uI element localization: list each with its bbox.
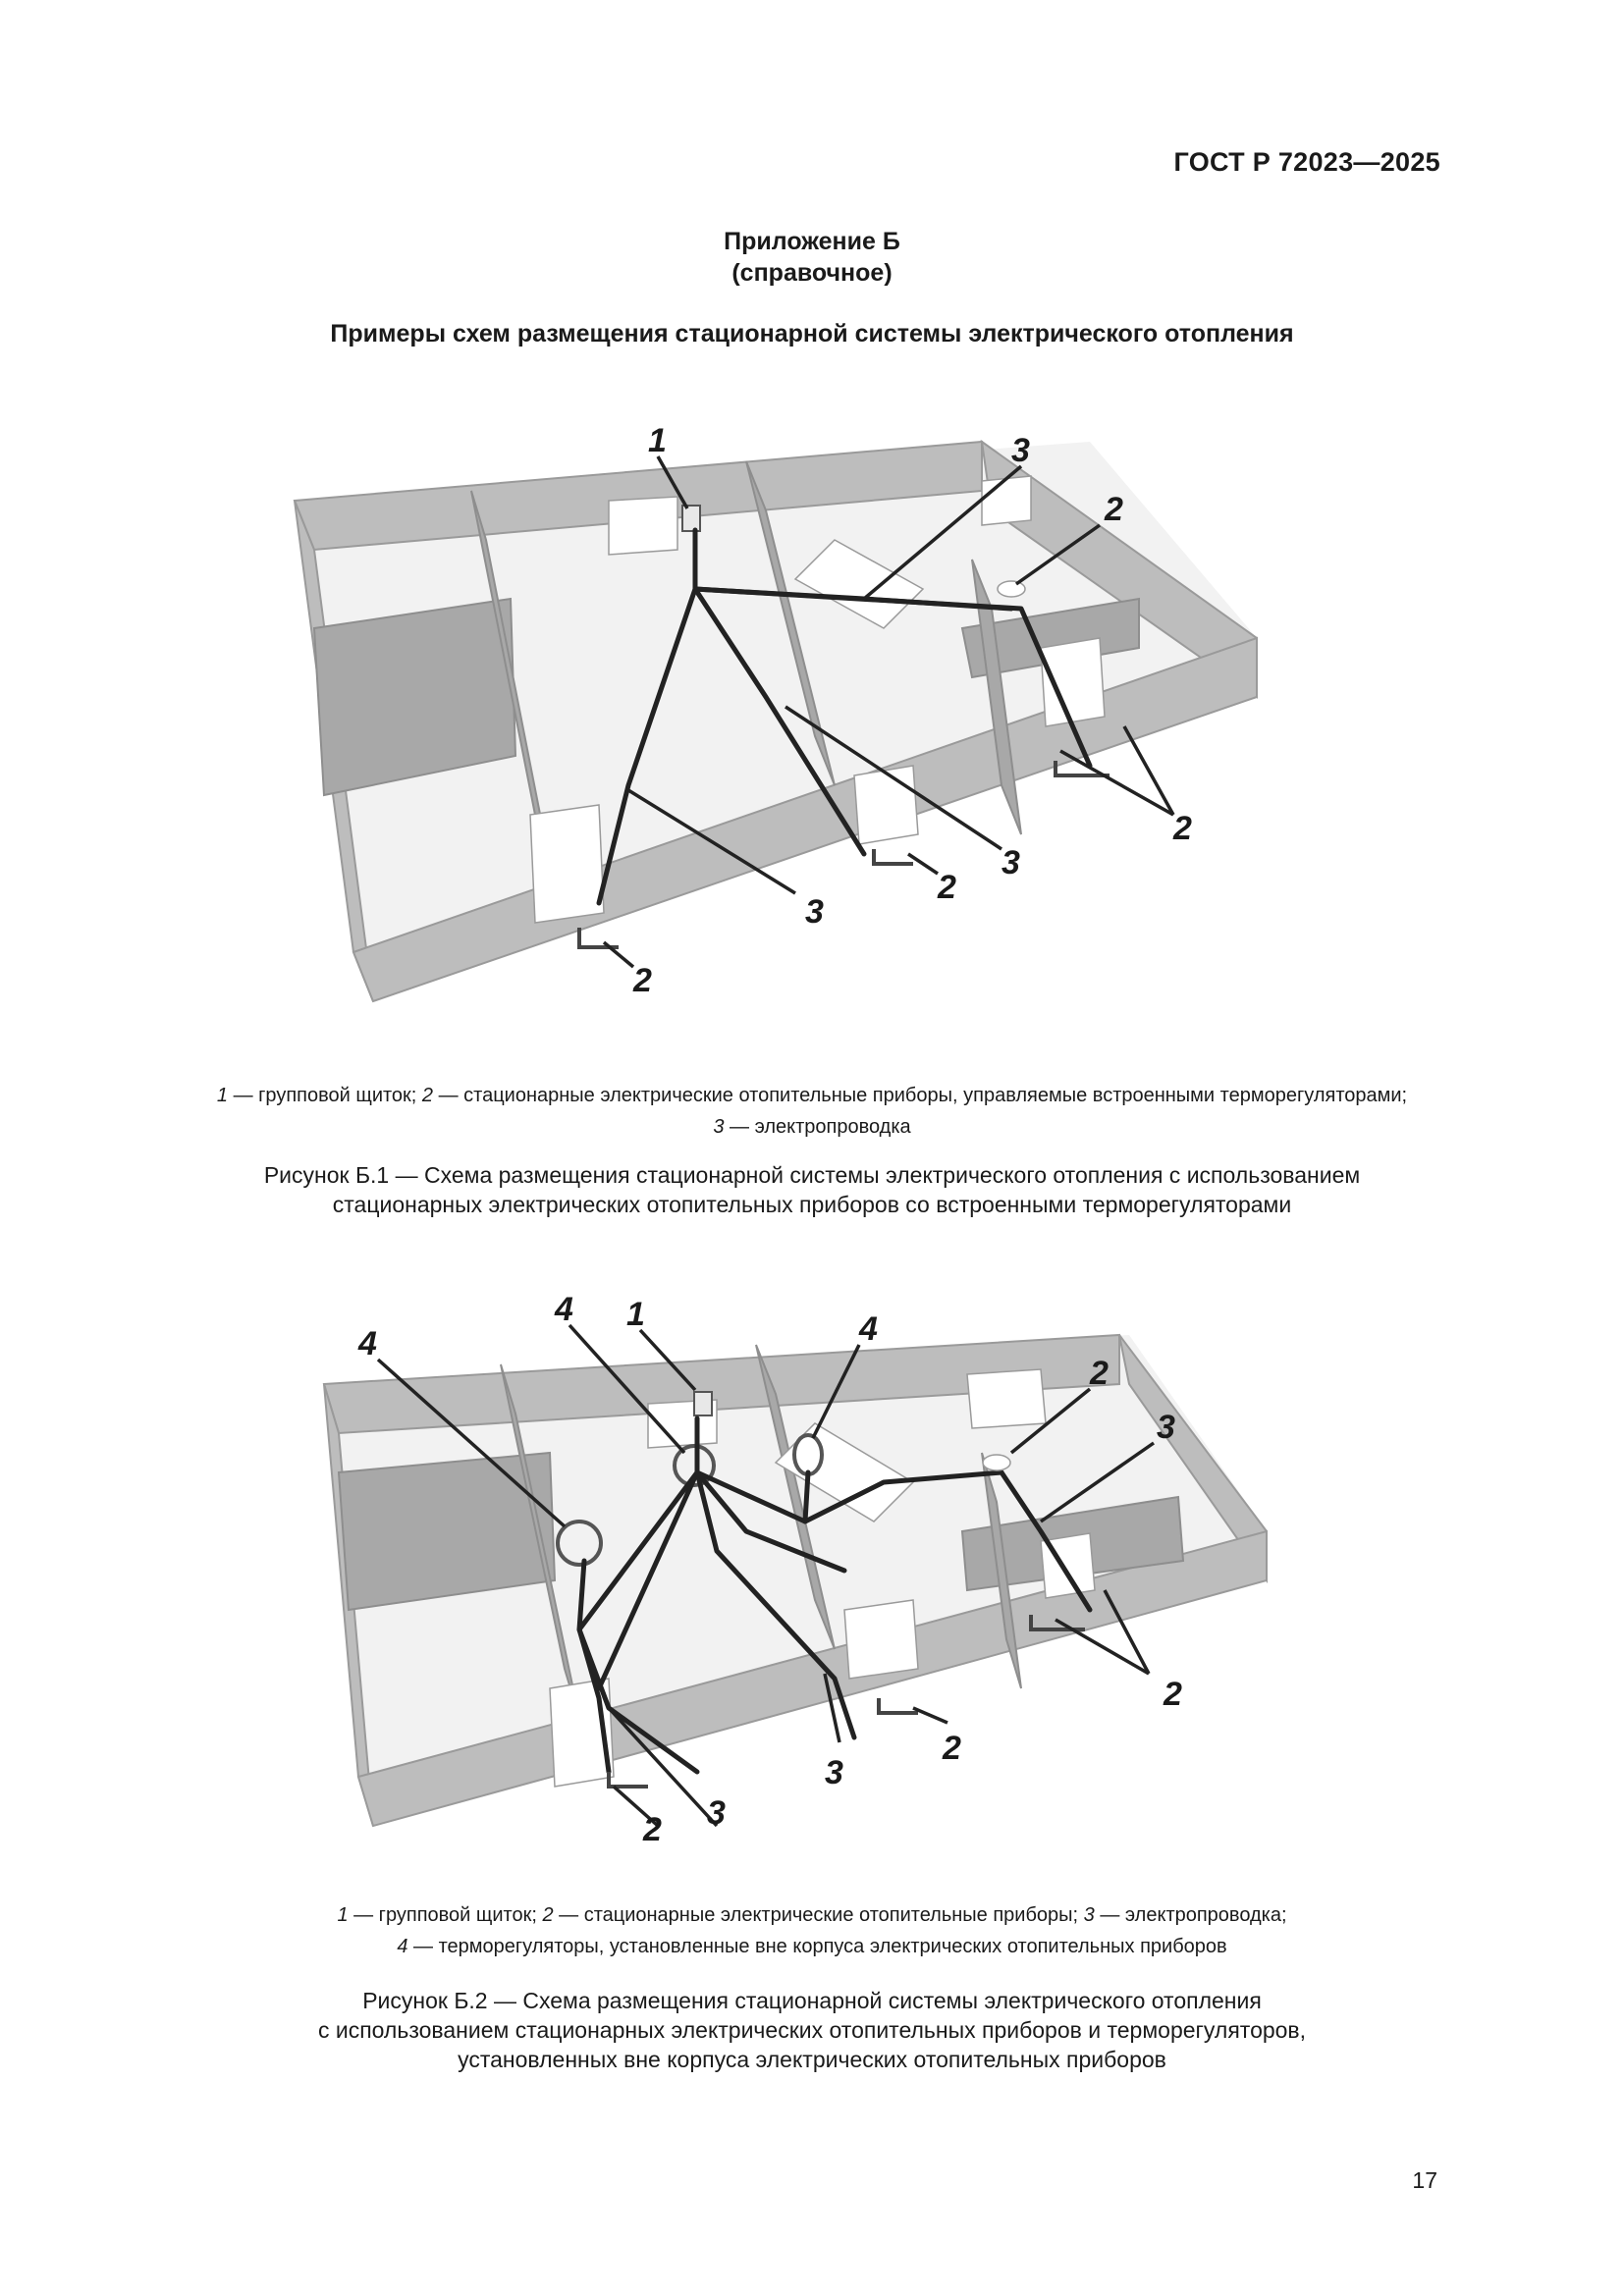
figure-2-caption xyxy=(0,1986,1624,2074)
figure-1-legend-line-2 xyxy=(0,1111,1624,1143)
group-panel xyxy=(694,1392,712,1415)
legend-number: 2 xyxy=(421,1085,434,1106)
callout-4: 4 xyxy=(358,1325,377,1362)
figure-2-caption-line-3: установленных вне корпуса электрических отопительных приборов xyxy=(458,2047,1166,2072)
figure-1-caption xyxy=(0,1160,1624,1219)
callout-3: 3 xyxy=(1001,844,1020,881)
callout-2: 2 xyxy=(1105,491,1123,528)
legend-number: 4 xyxy=(397,1936,408,1957)
callout-3: 3 xyxy=(825,1754,843,1791)
figure-1-legend-line-1 xyxy=(0,1080,1624,1111)
page-number: 17 xyxy=(1412,2167,1437,2193)
legend-number: 2 xyxy=(542,1904,554,1926)
legend-text: — стационарные электрические отопительные приборы, управляемые встроенными терморегуляторами; xyxy=(433,1085,1408,1106)
figure-1-caption-line-1: Рисунок Б.1 — Схема размещения стационарной системы электрического отопления с использованием xyxy=(263,1162,1361,1188)
legend-number: 3 xyxy=(713,1116,725,1138)
legend-text: — терморегуляторы, установленные вне корпуса электрических отопительных приборов xyxy=(407,1936,1227,1957)
appendix-subtitle: (справочное) xyxy=(731,259,893,287)
callout-4: 4 xyxy=(555,1291,573,1328)
appendix-heading xyxy=(0,226,1624,289)
callout-2: 2 xyxy=(633,962,652,999)
figure-2-caption-line-2: с использованием стационарных электрических отопительных приборов и терморегуляторов, xyxy=(317,2017,1307,2043)
callout-2: 2 xyxy=(943,1730,961,1767)
figure-1-legend xyxy=(0,1080,1624,1143)
callout-3: 3 xyxy=(1011,432,1030,469)
callout-2: 2 xyxy=(643,1811,662,1848)
standard-number: ГОСТ Р 72023—2025 xyxy=(1173,147,1440,177)
callout-2: 2 xyxy=(1164,1676,1182,1713)
legend-number: 1 xyxy=(337,1904,349,1926)
callout-3: 3 xyxy=(707,1794,726,1832)
figure-2-building xyxy=(324,1335,1267,1826)
group-panel xyxy=(682,506,700,531)
legend-number: 1 xyxy=(216,1085,229,1106)
section-title: Примеры схем размещения стационарной системы электрического отопления xyxy=(330,320,1294,347)
appendix-title: Приложение Б xyxy=(724,228,900,255)
callout-3: 3 xyxy=(805,893,824,931)
callout-2: 2 xyxy=(1090,1355,1109,1392)
figure-2-legend-line-1 xyxy=(0,1899,1624,1931)
callout-4: 4 xyxy=(859,1310,878,1348)
figure-1-diagram xyxy=(0,402,1624,1050)
legend-text: — стационарные электрические отопительные приборы; xyxy=(553,1904,1084,1926)
legend-number: 3 xyxy=(1083,1904,1095,1926)
legend-text: — электропроводка xyxy=(724,1116,911,1138)
figure-2-legend-line-2 xyxy=(0,1931,1624,1962)
figure-2-legend xyxy=(0,1899,1624,1962)
legend-text: — электропроводка; xyxy=(1094,1904,1287,1926)
callout-3: 3 xyxy=(1157,1409,1175,1446)
callout-2: 2 xyxy=(1173,810,1192,847)
figure-1-caption-line-2: стационарных электрических отопительных приборов со встроенными терморегуляторами xyxy=(332,1192,1292,1217)
callout-1: 1 xyxy=(626,1296,645,1333)
legend-text: — групповой щиток; xyxy=(348,1904,543,1926)
figure-2-diagram xyxy=(0,1276,1624,1885)
callout-1: 1 xyxy=(648,422,667,459)
figure-2-caption-line-1: Рисунок Б.2 — Схема размещения стационарной системы электрического отопления xyxy=(362,1988,1262,2013)
callout-2: 2 xyxy=(938,869,956,906)
legend-text: — групповой щиток; xyxy=(228,1085,422,1106)
